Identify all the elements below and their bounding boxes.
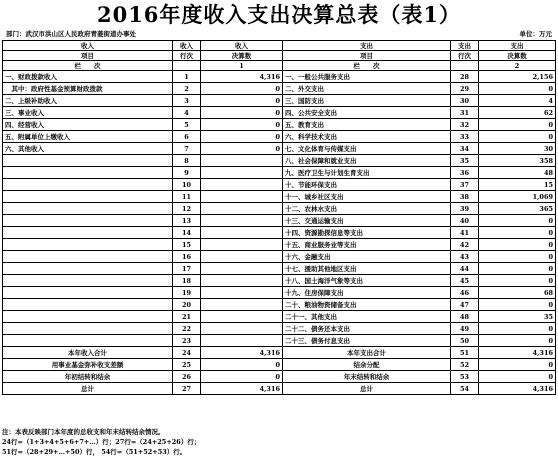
expense-item-cell: 总计 (283, 383, 451, 395)
expense-item-cell: 十五、商业服务业等支出 (283, 239, 451, 251)
total-row (3, 383, 556, 395)
income-value-cell (201, 275, 283, 287)
income-item-cell: 总计 (3, 383, 173, 395)
expense-item-cell: 二十二、债务还本支出 (283, 323, 451, 335)
income-item-cell (3, 203, 173, 215)
expense-line-cell: 33 (451, 131, 479, 143)
income-value-cell (201, 323, 283, 335)
income-line-cell: 9 (173, 167, 201, 179)
expense-line-cell: 50 (451, 335, 479, 347)
expense-item-cell: 本年支出合计 (283, 347, 451, 359)
income-line-cell: 22 (173, 323, 201, 335)
income-value-cell: 4,316 (201, 71, 283, 83)
expense-value-cell: 0 (479, 251, 556, 263)
income-line-cell: 7 (173, 143, 201, 155)
expense-value-cell: 0 (479, 335, 556, 347)
expense-value-cell: 0 (479, 215, 556, 227)
header-cell: 栏 次 (3, 61, 173, 71)
table-row (3, 275, 556, 287)
table-row (3, 203, 556, 215)
income-value-cell: 0 (201, 143, 283, 155)
table-row (3, 83, 556, 95)
expense-line-cell: 41 (451, 227, 479, 239)
income-item-cell (3, 311, 173, 323)
expense-item-cell: 四、公共安全支出 (283, 107, 451, 119)
table-row (3, 335, 556, 347)
expense-item-cell: 十六、金融支出 (283, 251, 451, 263)
expense-value-cell: 0 (479, 299, 556, 311)
income-line-cell: 16 (173, 251, 201, 263)
table-row (3, 107, 556, 119)
expense-line-cell: 40 (451, 215, 479, 227)
expense-line-cell: 54 (451, 383, 479, 395)
expense-value-cell: 0 (479, 359, 556, 371)
income-line-cell: 13 (173, 215, 201, 227)
income-value-cell (201, 203, 283, 215)
table-row (3, 323, 556, 335)
expense-value-cell: 15 (479, 179, 556, 191)
expense-line-cell: 51 (451, 347, 479, 359)
expense-value-cell: 2,156 (479, 71, 556, 83)
expense-value-cell: 365 (479, 203, 556, 215)
total-row (3, 347, 556, 359)
income-line-cell: 18 (173, 275, 201, 287)
header-cell: 行次 (173, 51, 201, 61)
table-row (3, 215, 556, 227)
expense-item-cell: 二十一、其他支出 (283, 311, 451, 323)
expense-value-cell: 0 (479, 263, 556, 275)
income-item-cell (3, 239, 173, 251)
expense-item-cell: 结余分配 (283, 359, 451, 371)
header-cell: 项目 (283, 51, 451, 61)
income-value-cell: 0 (201, 131, 283, 143)
income-line-cell: 26 (173, 371, 201, 383)
expense-line-cell: 29 (451, 83, 479, 95)
expense-value-cell: 0 (479, 239, 556, 251)
header-cell: 支出 (451, 41, 479, 51)
header-cell: 支出 (479, 41, 556, 51)
footnote: 24行=（1+3+4+5+6+7+…）行；27行=（24+25+26）行； (2, 438, 201, 446)
expense-line-cell: 48 (451, 311, 479, 323)
expense-value-cell: 358 (479, 155, 556, 167)
income-line-cell: 20 (173, 299, 201, 311)
income-value-cell (201, 179, 283, 191)
income-item-cell (3, 287, 173, 299)
income-item-cell (3, 179, 173, 191)
table-row (3, 239, 556, 251)
income-item-cell: 本年收入合计 (3, 347, 173, 359)
income-line-cell: 17 (173, 263, 201, 275)
income-value-cell (201, 263, 283, 275)
income-line-cell: 21 (173, 311, 201, 323)
income-item-cell: 其中：政府性基金预算财政拨款 (3, 83, 173, 95)
table-row (3, 143, 556, 155)
expense-item-cell: 十、节能环保支出 (283, 179, 451, 191)
expense-value-cell: 0 (479, 83, 556, 95)
header-cell (451, 61, 479, 71)
expense-value-cell: 1,069 (479, 191, 556, 203)
expense-value-cell: 0 (479, 275, 556, 287)
income-value-cell (201, 191, 283, 203)
income-line-cell: 23 (173, 335, 201, 347)
table-row (3, 227, 556, 239)
income-value-cell: 4,316 (201, 347, 283, 359)
income-value-cell: 0 (201, 119, 283, 131)
income-value-cell (201, 311, 283, 323)
income-line-cell: 6 (173, 131, 201, 143)
table-row (3, 131, 556, 143)
table-row (3, 251, 556, 263)
header-row-3 (3, 61, 556, 71)
expense-item-cell: 三、国防支出 (283, 95, 451, 107)
income-line-cell: 12 (173, 203, 201, 215)
expense-item-cell: 七、文化体育与传媒支出 (283, 143, 451, 155)
income-line-cell: 24 (173, 347, 201, 359)
income-line-cell: 15 (173, 239, 201, 251)
expense-item-cell: 六、科学技术支出 (283, 131, 451, 143)
income-item-cell: 六、其他收入 (3, 143, 173, 155)
expense-line-cell: 37 (451, 179, 479, 191)
expense-value-cell: 4,316 (479, 383, 556, 395)
expense-line-cell: 52 (451, 359, 479, 371)
income-value-cell: 0 (201, 359, 283, 371)
income-value-cell (201, 251, 283, 263)
expense-line-cell: 31 (451, 107, 479, 119)
income-item-cell (3, 227, 173, 239)
header-cell: 决算数 (201, 51, 283, 61)
table-row (3, 263, 556, 275)
income-line-cell: 1 (173, 71, 201, 83)
income-line-cell: 27 (173, 383, 201, 395)
expense-value-cell: 0 (479, 323, 556, 335)
expense-value-cell: 62 (479, 107, 556, 119)
page-title: 2016年度收入支出决算总表（表1） (96, 2, 462, 27)
expense-item-cell: 二、外交支出 (283, 83, 451, 95)
income-value-cell (201, 287, 283, 299)
income-item-cell (3, 167, 173, 179)
table-row (3, 119, 556, 131)
footnote: 51行=（28+29+…+50）行， 54行=（51+52+53）行。 (2, 448, 187, 456)
table-row (3, 167, 556, 179)
header-row-1 (3, 41, 556, 51)
income-item-cell (3, 275, 173, 287)
table-row (3, 299, 556, 311)
table-row (3, 179, 556, 191)
expense-line-cell: 30 (451, 95, 479, 107)
table-row (3, 95, 556, 107)
header-cell: 行次 (451, 51, 479, 61)
income-value-cell (201, 227, 283, 239)
income-item-cell: 四、经营收入 (3, 119, 173, 131)
expense-line-cell: 43 (451, 251, 479, 263)
expense-item-cell: 一、一般公共服务支出 (283, 71, 451, 83)
header-cell: 栏 次 (283, 61, 451, 71)
header-cell: 2 (479, 61, 556, 71)
table-row (3, 71, 556, 83)
income-line-cell: 14 (173, 227, 201, 239)
expense-line-cell: 49 (451, 323, 479, 335)
expense-value-cell: 30 (479, 143, 556, 155)
expense-item-cell: 十七、援助其他地区支出 (283, 263, 451, 275)
income-item-cell: 五、附属单位上缴收入 (3, 131, 173, 143)
expense-line-cell: 44 (451, 263, 479, 275)
header-cell: 收入 (173, 41, 201, 51)
expense-item-cell: 十三、交通运输支出 (283, 215, 451, 227)
expense-value-cell: 0 (479, 131, 556, 143)
income-line-cell: 4 (173, 107, 201, 119)
expense-item-cell: 二十、粮油物资储备支出 (283, 299, 451, 311)
expense-value-cell: 0 (479, 371, 556, 383)
expense-line-cell: 34 (451, 143, 479, 155)
expense-line-cell: 39 (451, 203, 479, 215)
header-row-2 (3, 51, 556, 61)
expense-line-cell: 42 (451, 239, 479, 251)
expense-item-cell: 八、社会保障和就业支出 (283, 155, 451, 167)
income-value-cell: 4,316 (201, 383, 283, 395)
expense-item-cell: 十九、住房保障支出 (283, 287, 451, 299)
expense-line-cell: 35 (451, 155, 479, 167)
expense-line-cell: 53 (451, 371, 479, 383)
expense-item-cell: 二十三、债务付息支出 (283, 335, 451, 347)
expense-item-cell: 十八、国土海洋气象等支出 (283, 275, 451, 287)
income-line-cell: 8 (173, 155, 201, 167)
income-line-cell: 10 (173, 179, 201, 191)
total-row (3, 359, 556, 371)
report-table-body (3, 41, 556, 395)
income-item-cell (3, 215, 173, 227)
income-value-cell: 0 (201, 83, 283, 95)
income-line-cell: 19 (173, 287, 201, 299)
expense-value-cell: 0 (479, 119, 556, 131)
income-item-cell (3, 323, 173, 335)
expense-line-cell: 36 (451, 167, 479, 179)
report-table (2, 40, 556, 395)
income-item-cell (3, 263, 173, 275)
income-value-cell: 0 (201, 371, 283, 383)
income-item-cell (3, 335, 173, 347)
expense-line-cell: 38 (451, 191, 479, 203)
income-value-cell (201, 215, 283, 227)
income-item-cell: 一、财政拨款收入 (3, 71, 173, 83)
income-item-cell: 二、上级补助收入 (3, 95, 173, 107)
table-row (3, 191, 556, 203)
header-cell: 收入 (3, 41, 173, 51)
expense-line-cell: 32 (451, 119, 479, 131)
income-line-cell: 25 (173, 359, 201, 371)
income-value-cell: 0 (201, 107, 283, 119)
department-label: 部门：武汉市洪山区人民政府青菱街道办事处 (6, 30, 136, 38)
table-row (3, 155, 556, 167)
expense-value-cell: 35 (479, 311, 556, 323)
expense-value-cell: 68 (479, 287, 556, 299)
expense-item-cell: 十四、资源勘探信息等支出 (283, 227, 451, 239)
header-cell: 1 (201, 61, 283, 71)
expense-item-cell: 年末结转和结余 (283, 371, 451, 383)
expense-value-cell: 48 (479, 167, 556, 179)
income-value-cell (201, 335, 283, 347)
expense-value-cell: 4 (479, 95, 556, 107)
income-item-cell (3, 299, 173, 311)
income-item-cell (3, 251, 173, 263)
footnote: 注：本表反映部门本年度的总收支和年末结转结余情况。 (2, 428, 165, 436)
total-row (3, 371, 556, 383)
table-row (3, 287, 556, 299)
header-cell: 支出 (283, 41, 451, 51)
footnotes (2, 427, 555, 457)
expense-item-cell: 九、医疗卫生与计划生育支出 (283, 167, 451, 179)
income-item-cell (3, 155, 173, 167)
expense-line-cell: 28 (451, 71, 479, 83)
header-cell: 项目 (3, 51, 173, 61)
income-item-cell: 年初结转和结余 (3, 371, 173, 383)
income-item-cell (3, 191, 173, 203)
income-value-cell (201, 299, 283, 311)
expense-value-cell: 0 (479, 227, 556, 239)
expense-item-cell: 十二、农林水支出 (283, 203, 451, 215)
expense-line-cell: 47 (451, 299, 479, 311)
income-value-cell (201, 239, 283, 251)
header-cell (173, 61, 201, 71)
income-line-cell: 5 (173, 119, 201, 131)
expense-line-cell: 46 (451, 287, 479, 299)
expense-item-cell: 五、教育支出 (283, 119, 451, 131)
income-line-cell: 2 (173, 83, 201, 95)
table-row (3, 311, 556, 323)
income-value-cell (201, 155, 283, 167)
header-cell: 收入 (201, 41, 283, 51)
income-line-cell: 11 (173, 191, 201, 203)
income-item-cell: 三、事业收入 (3, 107, 173, 119)
unit-label: 单位：万元 (519, 30, 552, 38)
income-item-cell: 用事业基金弥补收支差额 (3, 359, 173, 371)
income-value-cell: 0 (201, 95, 283, 107)
header-cell: 决算数 (479, 51, 556, 61)
income-line-cell: 3 (173, 95, 201, 107)
income-value-cell (201, 167, 283, 179)
expense-item-cell: 十一、城乡社区支出 (283, 191, 451, 203)
expense-line-cell: 45 (451, 275, 479, 287)
expense-value-cell: 4,316 (479, 347, 556, 359)
